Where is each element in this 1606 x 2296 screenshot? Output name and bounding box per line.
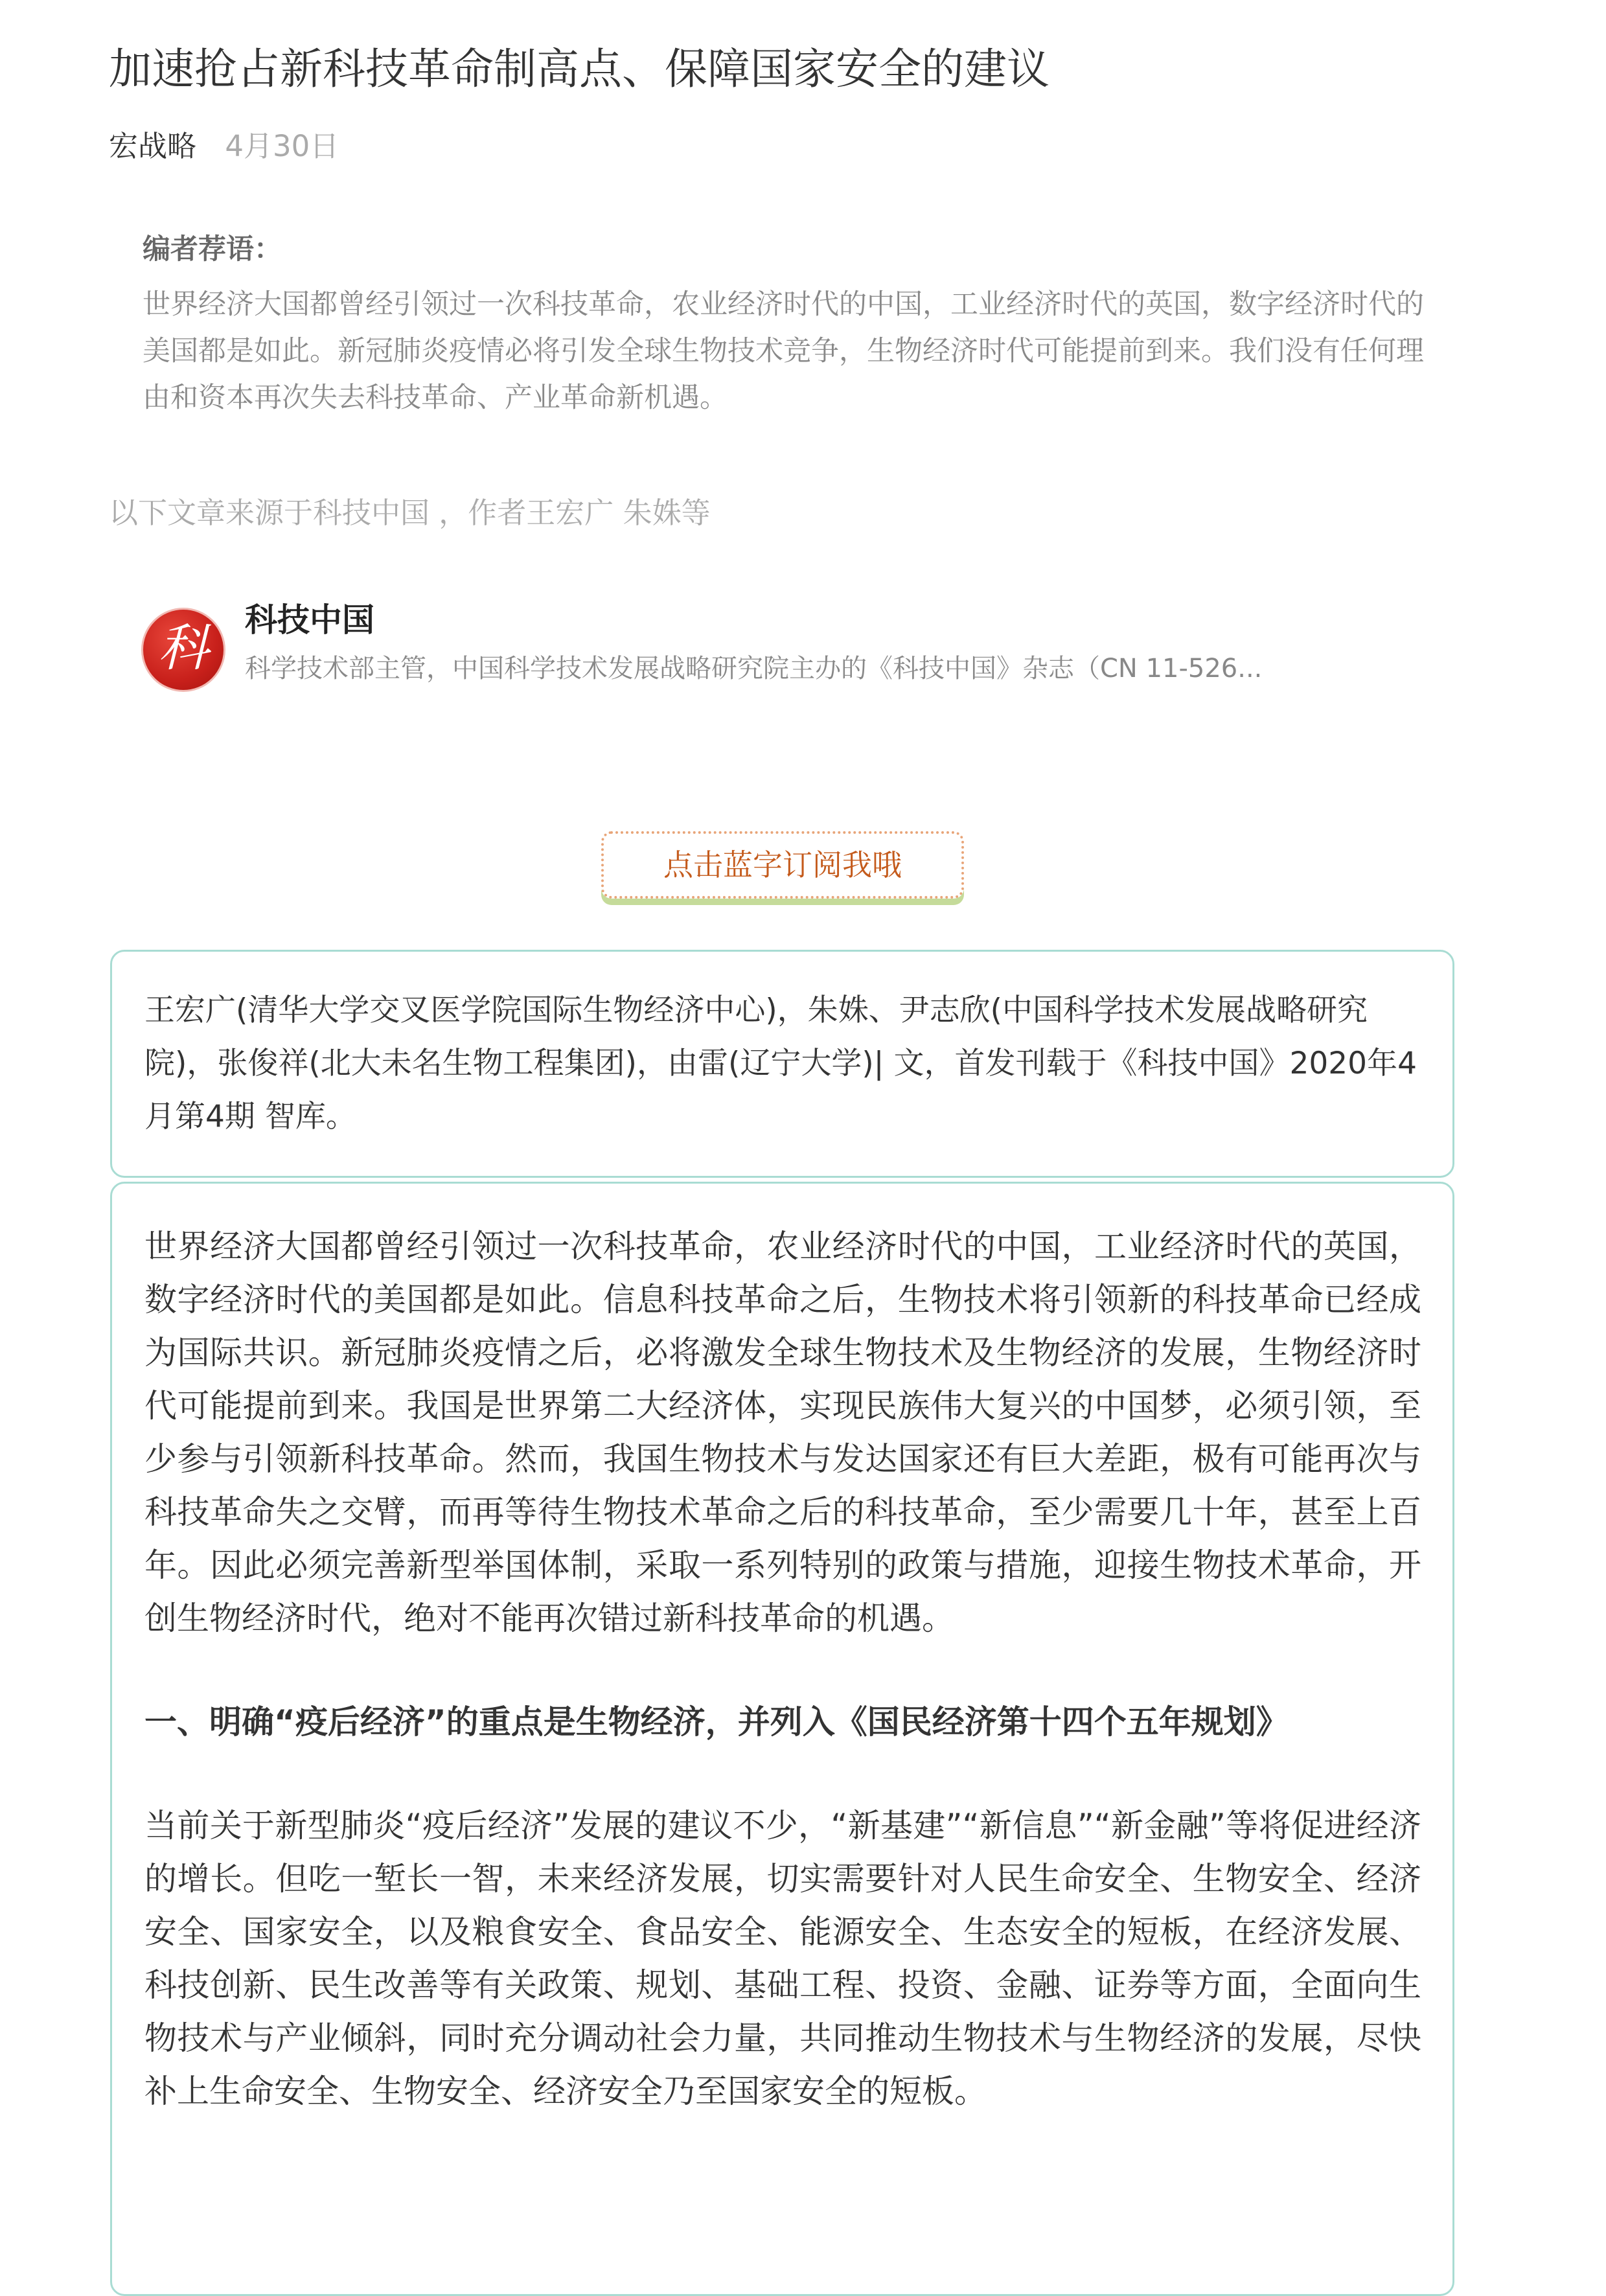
authors-text: 王宏广(清华大学交叉医学院国际生物经济中心)，朱姝、尹志欣(中国科学技术发展战略研究院)，张俊祥(北大未名生物工程集团)，由雷(辽宁大学)| 文，首发刊载于《科技中国》2020年4月第4期 智库。 [144, 993, 1417, 1134]
body-paragraph: 当前关于新型肺炎“疫后经济”发展的建议不少，“新基建”“新信息”“新金融”等将促进经济的增长。但吃一堑长一智，未来经济发展，切实需要针对人民生命安全、生物安全、经济安全、国家安全，以及粮食安全、食品安全、能源安全、生态安全的短板，在经济发展、科技创新、民生改善等有关政策、规划、基础工程、投资、金融、证券等方面，全面向生物技术与产业倾斜，同时充分调动社会力量，共同推动生物技术与生物经济的发展，尽快补上生命安全、生物安全、经济安全乃至国家安全的短板。 [144, 1807, 1421, 2110]
editor-note-heading: 编者荐语： [143, 233, 282, 266]
source-attribution: 以下文章来源于科技中国 ，作者王宏广 朱姝等 [109, 496, 711, 530]
article-meta [109, 127, 339, 166]
article-body-card [110, 1182, 1454, 2296]
account-logo-icon [141, 608, 225, 692]
editor-recommendation [143, 227, 1425, 421]
account-name-link[interactable]: 宏战略 [109, 129, 197, 163]
publish-date: 4月30日 [225, 129, 339, 163]
section-heading: 一、明确“疫后经济”的重点是生物经济，并列入《国民经济第十四个五年规划》 [144, 1703, 1289, 1741]
source-account-name: 科技中国 [245, 601, 374, 639]
account-logo-char: 科 [157, 619, 209, 678]
source-account-description: 科学技术部主管，中国科学技术发展战略研究院主办的《科技中国》杂志（CN 11-526... [245, 654, 1263, 683]
body-paragraph: 世界经济大国都曾经引领过一次科技革命，农业经济时代的中国，工业经济时代的英国，数字经济时代的美国都是如此。信息科技革命之后，生物技术将引领新的科技革命已经成为国际共识。新冠肺炎疫情之后，必将激发全球生物技术及生物经济的发展，生物经济时代可能提前到来。我国是世界第二大经济体，实现民族伟大复兴的中国梦，必须引领，至少参与引领新科技革命。然而，我国生物技术与发达国家还有巨大差距，极有可能再次与科技革命失之交臂，而再等待生物技术革命之后的科技革命，至少需要几十年，甚至上百年。因此必须完善新型举国体制，采取一系列特别的政策与措施，迎接生物技术革命，开创生物经济时代，绝对不能再次错过新科技革命的机遇。 [144, 1228, 1421, 1637]
editor-note-text: 世界经济大国都曾经引领过一次科技革命，农业经济时代的中国，工业经济时代的英国，数字经济时代的美国都是如此。新冠肺炎疫情必将引发全球生物技术竞争，生物经济时代可能提前到来。我们没有任何理由和资本再次失去科技革命、产业革命新机遇。 [143, 288, 1424, 414]
subscribe-button[interactable]: 点击蓝字订阅我哦 [601, 831, 964, 899]
article-title: 加速抢占新科技革命制高点、保障国家安全的建议 [109, 44, 1050, 94]
authors-card [110, 950, 1454, 1178]
source-account-card[interactable] [141, 597, 1437, 695]
